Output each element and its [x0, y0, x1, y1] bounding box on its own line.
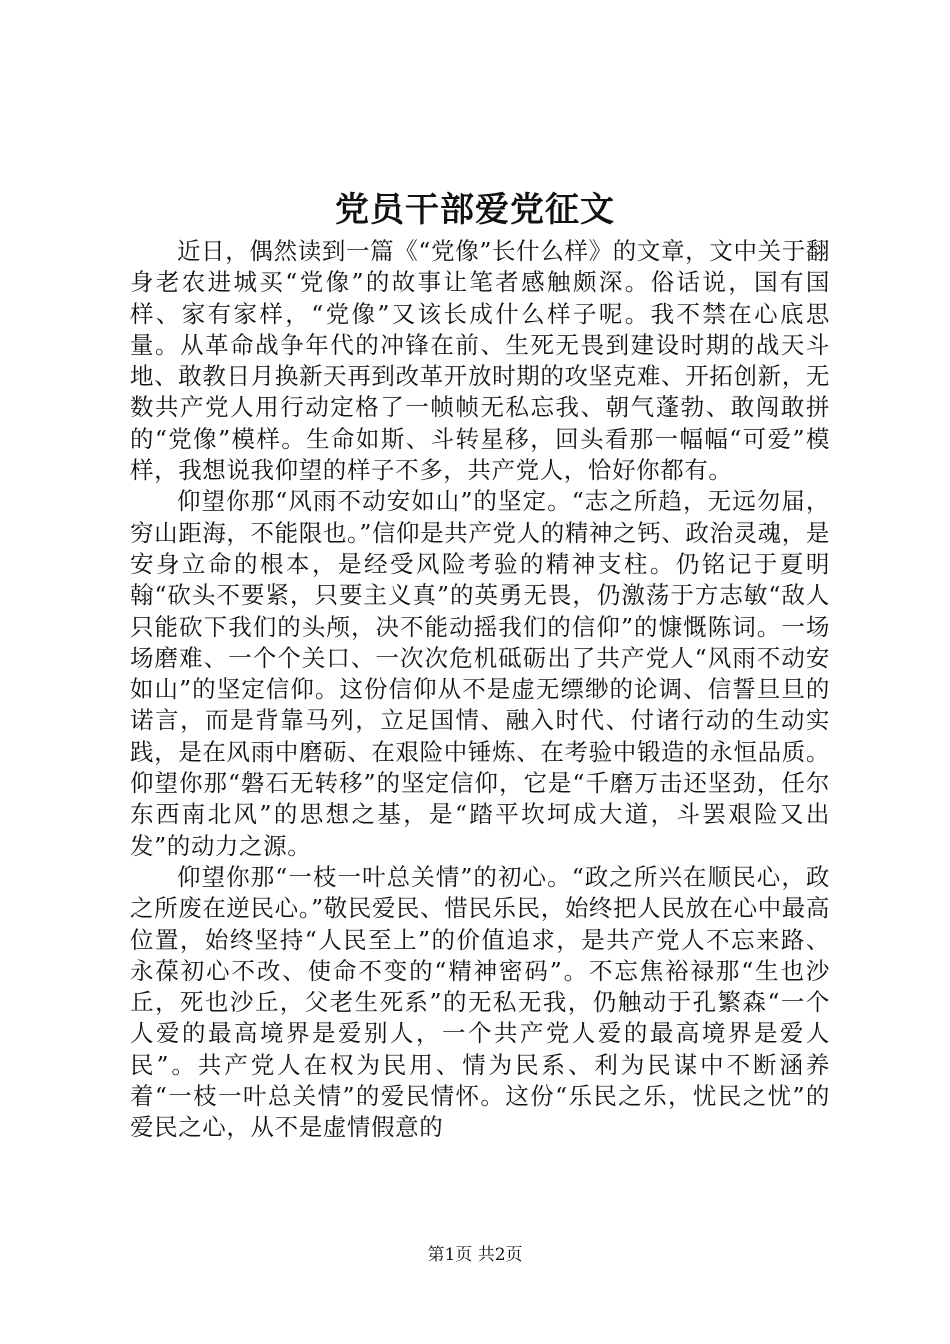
document-title: 党员干部爱党征文: [335, 190, 615, 230]
document-body: [130, 236, 830, 1144]
paragraph-2: 仰望你那“风雨不动安如山”的坚定。“志之所趋，无远勿届，穷山距海，不能限也。”信仰是共产党人的精神之钙、政治灵魂，是安身立命的根本，是经受风险考验的精神支柱。仍铭记于夏明翰“砍头不要紧，只要主义真”的英勇无畏，仍激荡于方志敏“敌人只能砍下我们的头颅，决不能动摇我们的信仰”的慷慨陈词。一场场磨难、一个个关口、一次次危机砥砺出了共产党人“风雨不动安如山”的坚定信仰。这份信仰从不是虚无缥缈的论调、信誓旦旦的诺言，而是背靠马列，立足国情、融入时代、付诸行动的生动实践，是在风雨中磨砺、在艰险中锤炼、在考验中锻造的永恒品质。仰望你那“磐石无转移”的坚定信仰，它是“千磨万击还坚劲，任尔东西南北风”的思想之基，是“踏平坎坷成大道，斗罢艰险又出发”的动力之源。: [130, 487, 830, 860]
page-footer: 第1页 共2页: [427, 1245, 523, 1265]
paragraph-3: 仰望你那“一枝一叶总关情”的初心。“政之所兴在顺民心，政之所废在逆民心。”敬民爱民、惜民乐民，始终把人民放在心中最高位置，始终坚持“人民至上”的价值追求，是共产党人不忘来路、永葆初心不改、使命不变的“精神密码”。不忘焦裕禄那“生也沙丘，死也沙丘，父老生死系”的无私无我，仍触动于孔繁森“一个人爱的最高境界是爱别人，一个共产党人爱的最高境界是爱人民”。共产党人在权为民用、情为民系、利为民谋中不断涵养着“一枝一叶总关情”的爱民情怀。这份“乐民之乐，忧民之忧”的爱民之心，从不是虚情假意的: [130, 862, 830, 1142]
paragraph-1: 近日，偶然读到一篇《“党像”长什么样》的文章，文中关于翻身老农进城买“党像”的故事让笔者感触颇深。俗话说，国有国样、家有家样，“党像”又该长成什么样子呢。我不禁在心底思量。从革命战争年代的冲锋在前、生死无畏到建设时期的战天斗地、敢教日月换新天再到改革开放时期的攻坚克难、开拓创新，无数共产党人用行动定格了一帧帧无私忘我、朝气蓬勃、敢闯敢拼的“党像”模样。生命如斯、斗转星移，回头看那一幅幅“可爱”模样，我想说我仰望的样子不多，共产党人，恰好你都有。: [130, 237, 830, 485]
